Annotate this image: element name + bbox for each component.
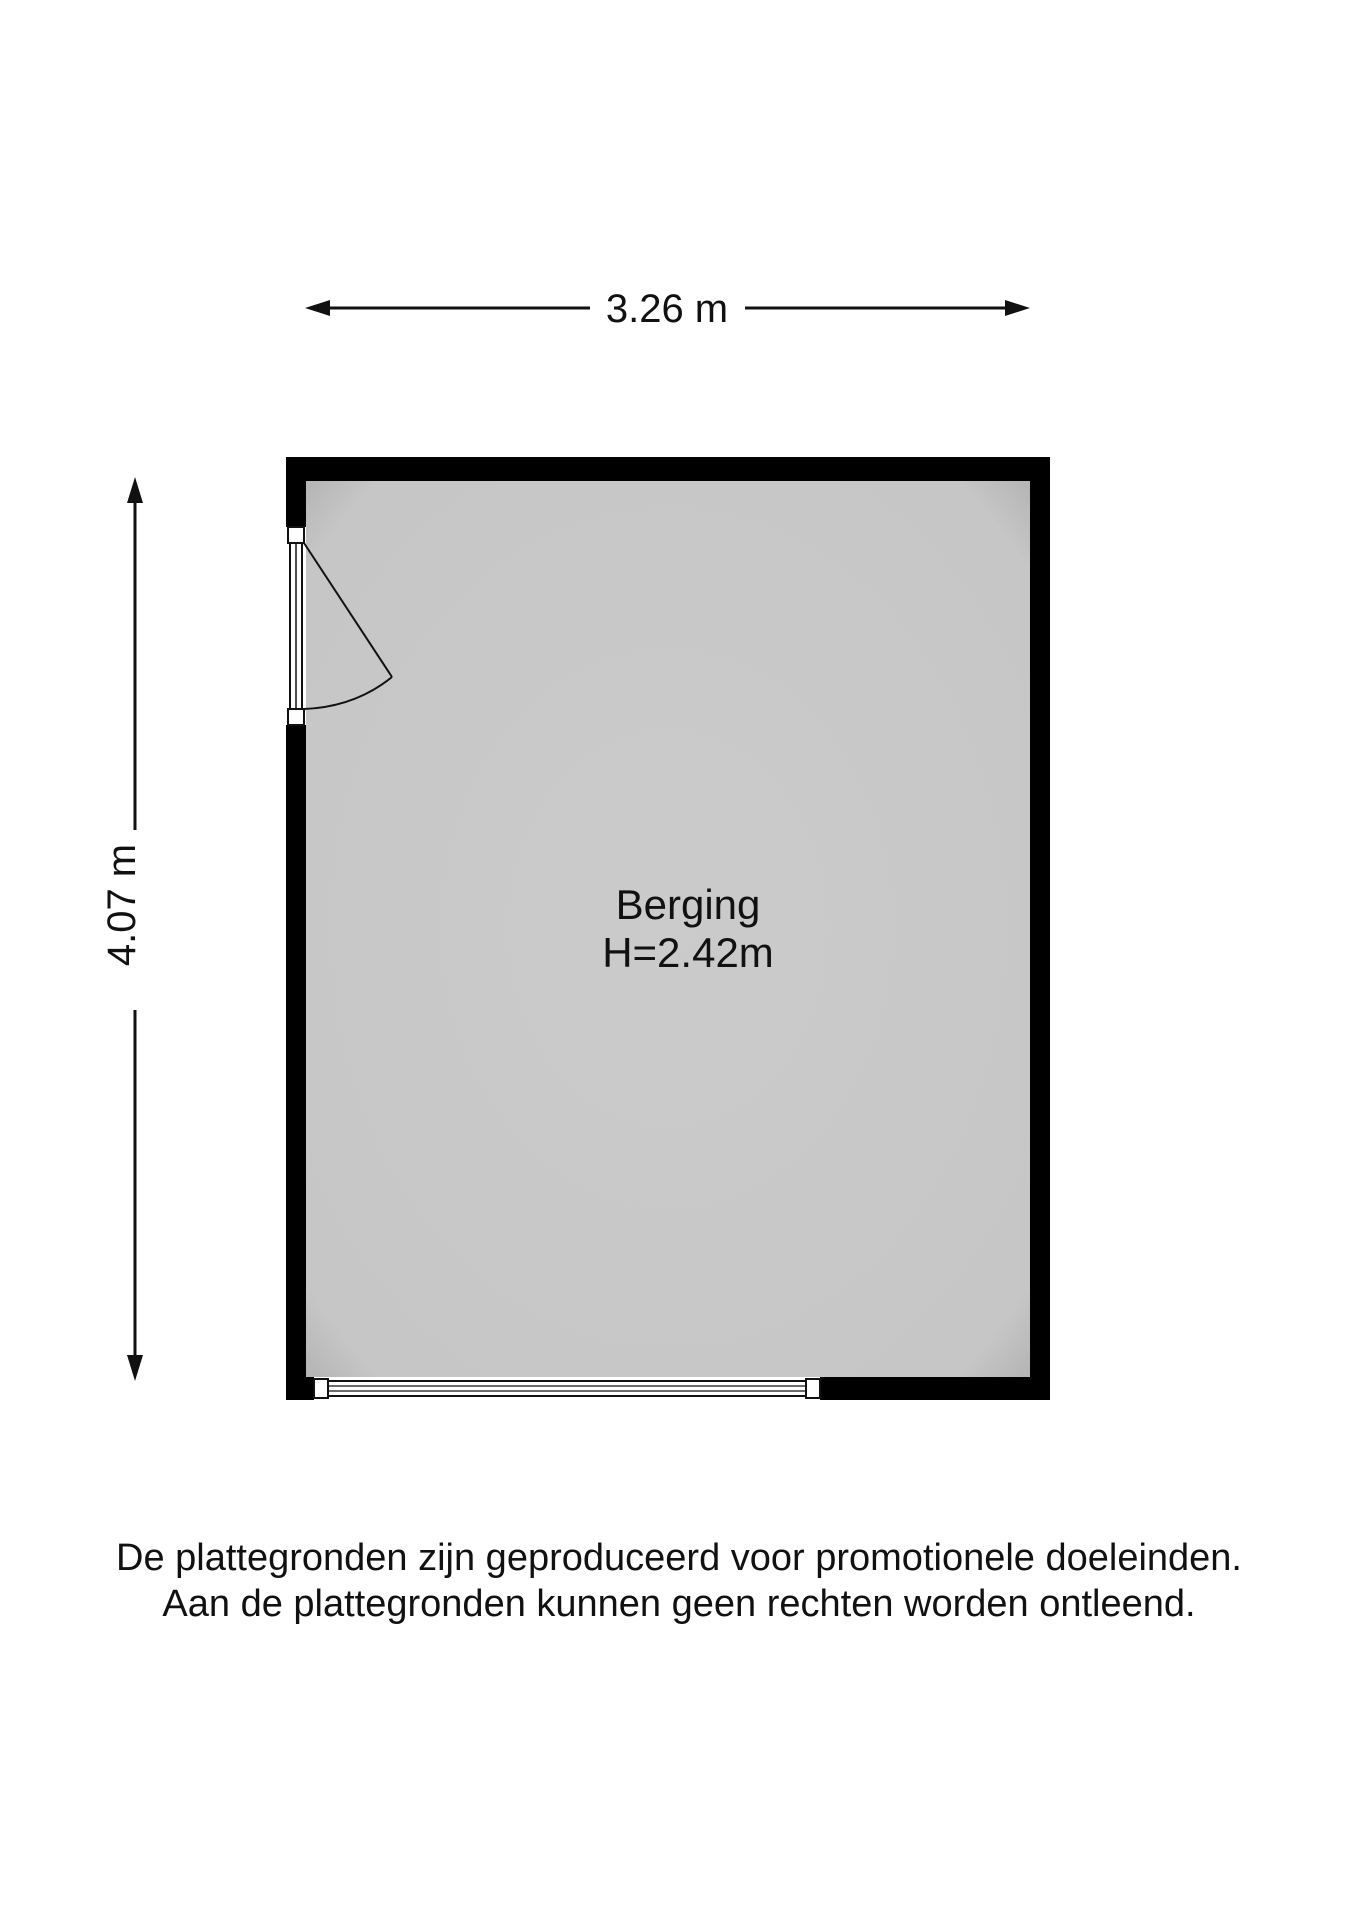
disclaimer xyxy=(0,1535,1358,1627)
wall-top xyxy=(286,457,1050,481)
height-arrow-top xyxy=(127,477,143,503)
room-floor xyxy=(306,479,1030,1377)
room-name: Berging xyxy=(615,881,761,928)
width-dimension xyxy=(305,287,1030,331)
window-jamb-right xyxy=(806,1379,820,1398)
wall-right xyxy=(1030,457,1050,1400)
width-label: 3.26 m xyxy=(605,287,729,331)
window-frame xyxy=(328,1381,806,1396)
room-height: H=2.42m xyxy=(602,929,774,976)
wall-bottom-right xyxy=(820,1377,1050,1400)
height-arrow-bottom xyxy=(127,1355,143,1381)
door-jamb-top xyxy=(288,527,304,543)
wall-left-lower xyxy=(286,725,306,1400)
height-dimension xyxy=(100,477,144,1381)
disclaimer-line-2: Aan de plattegronden kunnen geen rechten worden ontleend. xyxy=(162,1583,1196,1625)
wall-bottom-left xyxy=(286,1377,314,1400)
disclaimer-line-1: De plattegronden zijn geproduceerd voor promotionele doeleinden. xyxy=(116,1537,1242,1579)
width-arrow-right xyxy=(1005,300,1030,316)
window-bottom xyxy=(314,1379,820,1398)
door-jamb-bottom xyxy=(288,709,304,725)
wall-left-upper xyxy=(286,457,306,527)
window-jamb-left xyxy=(314,1379,328,1398)
height-label: 4.07 m xyxy=(100,843,144,967)
width-arrow-left xyxy=(305,300,330,316)
